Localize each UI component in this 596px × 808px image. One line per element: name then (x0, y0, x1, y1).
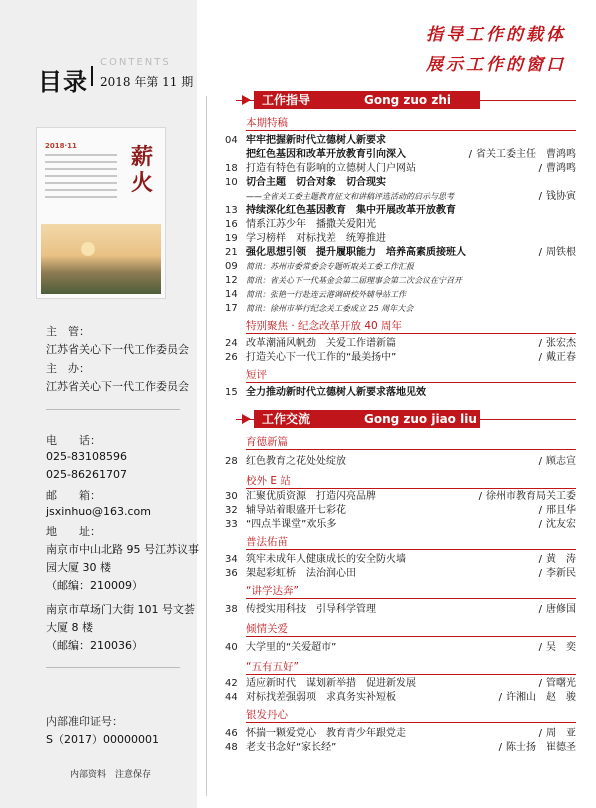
toc-entry[interactable] (225, 337, 576, 351)
triangle-icon (242, 95, 251, 105)
article-author: / 曹鸿鸣 (539, 162, 576, 176)
toc-entry[interactable] (225, 260, 576, 274)
article-author: / 管曙光 (539, 677, 576, 691)
page-number: 18 (225, 163, 238, 174)
title-divider (91, 66, 93, 86)
subsection-title: 特别聚焦 · 纪念改革开放 40 周年 (246, 320, 403, 332)
toc-entry[interactable] (225, 232, 576, 246)
article-title: 学习榜样 对标找差 统筹推进 (246, 233, 386, 244)
subsection-rule (246, 488, 576, 489)
page-number: 34 (225, 554, 238, 565)
article-title: 大学里的“关爱超市” (246, 642, 337, 653)
article-title: 汇聚优质资源 打造闪亮品牌 (246, 491, 376, 502)
article-title: 打造有特色有影响的立德树人门户网站 (246, 163, 416, 174)
article-title: 切合主题 切合对象 切合现实 (246, 177, 386, 188)
page-number: 10 (225, 177, 238, 188)
article-title: 简讯：省关心下一代基金会第二届理事会第二次会议在宁召开 (246, 276, 462, 285)
address-1a: 南京市中山北路 95 号江苏议事 (46, 543, 199, 556)
cover-title: 薪火 (131, 144, 154, 196)
article-title: 红色教育之花处处绽放 (246, 456, 346, 467)
toc-entry[interactable] (225, 691, 576, 705)
toc-entry[interactable] (225, 190, 576, 204)
toc-entry[interactable] (225, 518, 576, 532)
article-title: 简讯：徐州市举行纪念关工委成立 25 周年大会 (246, 304, 414, 313)
article-author: / 徐州市教育局关工委 (479, 490, 576, 504)
toc-entry[interactable] (225, 741, 576, 755)
page-number: 09 (225, 261, 238, 272)
article-title: 传授实用科技 引导科学管理 (246, 604, 376, 615)
phone-1: 025-83108596 (46, 450, 127, 463)
section-title-cn: 工作指导 (262, 93, 311, 107)
article-author: / 陈士扬 崔德圣 (499, 741, 576, 755)
page-number: 16 (225, 219, 238, 230)
page-number: 21 (225, 247, 238, 258)
article-title: 架起彩虹桥 法治润心田 (246, 568, 356, 579)
email: jsxinhuo@163.com (46, 505, 151, 518)
page-number: 26 (225, 352, 238, 363)
address-label: 地 址： (46, 525, 101, 538)
toc-entry[interactable] (225, 176, 576, 190)
toc-entry[interactable] (225, 553, 576, 567)
page-title: 目录 (38, 67, 88, 96)
article-author: / 省关工委主任 曹鸿鸣 (469, 148, 576, 162)
page-number: 48 (225, 742, 238, 753)
footnote: 内部资料 注意保存 (70, 770, 152, 780)
sponsor-label: 主 管： (46, 325, 90, 338)
article-title: ——全省关工委主题教育征文和讲稿评选活动的启示与思考 (246, 192, 454, 201)
article-title: 怀揣一颗爱党心 教育青少年跟党走 (246, 728, 406, 739)
subsection-title: 倾情关爱 (246, 623, 288, 635)
page-number: 40 (225, 642, 238, 653)
column-divider (206, 96, 207, 796)
page-number: 44 (225, 692, 238, 703)
page-number: 36 (225, 568, 238, 579)
article-author: / 戴正春 (539, 351, 576, 365)
subsection-title: 普法佑苗 (246, 536, 288, 548)
toc-entry[interactable] (225, 490, 576, 504)
permit-label: 内部准印证号： (46, 715, 123, 728)
triangle-icon (242, 414, 251, 424)
toc-entry[interactable] (225, 134, 576, 148)
article-author: / 张宏杰 (539, 337, 576, 351)
article-author: / 李新民 (539, 567, 576, 581)
toc-entry[interactable] (225, 218, 576, 232)
slogan-line-2: 展示工作的窗口 (426, 55, 566, 75)
article-title: 牢牢把握新时代立德树人新要求 (246, 135, 386, 146)
toc-entry[interactable] (225, 204, 576, 218)
article-title: 简讯：张艳一行赴连云港调研校外辅导站工作 (246, 290, 406, 299)
page-number: 13 (225, 205, 238, 216)
subsection-title: “讲学达奔” (246, 585, 299, 597)
subsection-title: 校外 E 站 (246, 475, 291, 487)
article-title: 情系江苏少年 播撒关爱阳光 (246, 219, 376, 230)
phone-2: 025-86261707 (46, 468, 127, 481)
toc-entry[interactable] (225, 641, 576, 655)
article-author: / 邢且华 (539, 504, 576, 518)
article-title: “四点半课堂”欢乐多 (246, 519, 337, 530)
section-header-gongzuo-jiaoliu (236, 410, 576, 428)
address-1c: （邮编：210009） (46, 579, 143, 592)
article-author: / 钱协寅 (539, 190, 576, 204)
toc-entry[interactable] (225, 567, 576, 581)
subsection-rule (246, 674, 576, 675)
page-number: 19 (225, 233, 238, 244)
article-author: / 许湘山 赵 骏 (499, 691, 576, 705)
subsection-rule (246, 636, 576, 637)
divider (46, 409, 180, 410)
subsection-title: “五有五好” (246, 661, 299, 673)
page-number: 28 (225, 456, 238, 467)
article-title: 老支书念好“家长经” (246, 742, 337, 753)
section-title-box (254, 410, 480, 428)
phone-label: 电 话： (46, 434, 101, 447)
page-number: 42 (225, 678, 238, 689)
section-title-cn: 工作交流 (262, 412, 311, 426)
toc-entry[interactable] (225, 727, 576, 741)
page-number: 30 (225, 491, 238, 502)
subsection-rule (246, 722, 576, 723)
toc-entry[interactable] (225, 603, 576, 617)
article-author: / 周铁根 (539, 246, 576, 260)
article-title: 对标找差强弱项 求真务实补短板 (246, 692, 396, 703)
article-author: / 唐修国 (539, 603, 576, 617)
subsection-title: 育德新篇 (246, 436, 288, 448)
subsection-title: 短评 (246, 369, 267, 381)
toc-entry[interactable] (225, 302, 576, 316)
page-number: 14 (225, 289, 238, 300)
cover-text-lines (45, 154, 117, 203)
article-title: 全力推动新时代立德树人新要求落地见效 (246, 387, 426, 398)
subsection-rule (246, 449, 576, 450)
article-title: 强化思想引领 提升履职能力 培养高素质接班人 (246, 247, 466, 258)
article-title: 简讯：苏州市委常委会专题听取关工委工作汇报 (246, 262, 414, 271)
section-title-en: Gong zuo zhi dao (364, 93, 451, 125)
article-author: / 周 亚 (539, 727, 576, 741)
page-number: 46 (225, 728, 238, 739)
page-number: 38 (225, 604, 238, 615)
article-author: / 顾志宣 (539, 455, 576, 469)
article-title: 持续深化红色基因教育 集中开展改革开放教育 (246, 205, 456, 216)
toc-entry[interactable] (225, 351, 576, 365)
article-title: 筑牢未成年人健康成长的安全防火墙 (246, 554, 406, 565)
address-2c: （邮编：210036） (46, 639, 143, 652)
toc-entry[interactable] (225, 274, 576, 288)
toc-entry[interactable] (225, 288, 576, 302)
page-number: 32 (225, 505, 238, 516)
article-title: 打造关心下一代工作的“最美扬中” (246, 352, 397, 363)
address-1b: 园大厦 30 楼 (46, 561, 111, 574)
section-title-en: Gong zuo jiao liu (364, 412, 477, 426)
subsection-title: 本期特稿 (246, 117, 288, 129)
article-author: / 黄 涛 (539, 553, 576, 567)
organizer-label: 主 办： (46, 362, 90, 375)
subsection-title: 银发丹心 (246, 709, 288, 721)
slogan-line-1: 指导工作的载体 (426, 25, 566, 45)
page-number: 04 (225, 135, 238, 146)
subsection-rule (246, 549, 576, 550)
page-number: 15 (225, 387, 238, 398)
toc-entry[interactable] (225, 246, 576, 260)
toc-entry[interactable] (225, 386, 576, 400)
article-title: 改革潮涌风帆劲 关爱工作谱新篇 (246, 338, 396, 349)
article-title: 把红色基因和改革开放教育引向深入 (246, 149, 406, 160)
permit-number: S（2017）00000001 (46, 733, 159, 746)
subsection-rule (246, 382, 576, 383)
address-2a: 南京市草场门大街 101 号文荟 (46, 603, 195, 616)
article-author: / 沈友宏 (539, 518, 576, 532)
article-title: 辅导站着眼盛开七彩花 (246, 505, 346, 516)
organizer: 江苏省关心下一代工作委员会 (46, 380, 189, 393)
subsection-rule (246, 130, 576, 131)
toc-entry[interactable] (225, 455, 576, 469)
article-title: 适应新时代 谋划新举措 促进新发展 (246, 678, 416, 689)
contents-label: CONTENTS (100, 57, 171, 68)
toc-entry[interactable] (225, 677, 576, 691)
divider (46, 667, 180, 668)
cover-date: 2018·11 (45, 142, 77, 150)
page-number: 12 (225, 275, 238, 286)
address-2b: 大厦 8 楼 (46, 621, 93, 634)
sun-icon (81, 242, 95, 256)
page-number: 17 (225, 303, 238, 314)
left-panel (0, 0, 197, 808)
sponsor: 江苏省关心下一代工作委员会 (46, 343, 189, 356)
article-author: / 吴 奕 (539, 641, 576, 655)
magazine-cover (36, 127, 166, 299)
cover-landscape-image (41, 224, 161, 294)
issue-number: 2018 年第 11 期 (100, 75, 194, 89)
page-number: 24 (225, 338, 238, 349)
toc-entry[interactable] (225, 162, 576, 176)
email-label: 邮 箱： (46, 489, 101, 502)
toc-entry[interactable] (225, 148, 576, 162)
page-number: 33 (225, 519, 238, 530)
subsection-rule (246, 333, 576, 334)
toc-entry[interactable] (225, 504, 576, 518)
subsection-rule (246, 598, 576, 599)
